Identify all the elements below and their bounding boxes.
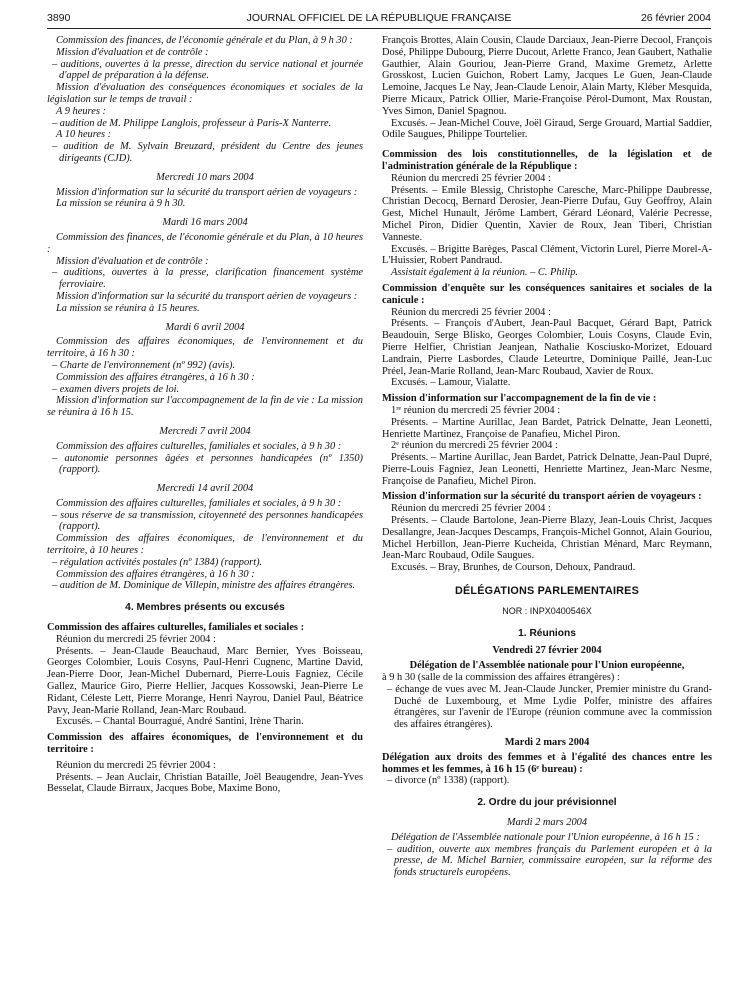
agenda-item: – auditions, ouvertes à la presse, direction du service national et journée d'appel de préparation à la défense. [52, 58, 363, 82]
commission-title: Commission des affaires économiques, de l'environnement et du territoire : [47, 732, 363, 756]
date-heading: Mardi 2 mars 2004 [506, 817, 588, 829]
excused-list: Excusés. – Lamour, Vialatte. [391, 377, 511, 389]
attendee-note: Assistait également à la réunion. – C. Philip. [391, 267, 579, 279]
agenda-entry: A 9 heures : [56, 105, 106, 117]
commission-title: Commission d'enquête sur les conséquences sanitaires et sociales de la canicule : [382, 282, 712, 306]
delegation-title: Délégation de l'Assemblée nationale pour l'Union européenne, à 16 h 15 : [391, 831, 700, 843]
agenda-entry: Mission d'information sur l'accompagnement de la fin de vie : La mission se réunira à 16 h 15. [47, 395, 363, 419]
date-heading: Mardi 2 mars 2004 [504, 737, 590, 749]
excused-list: Excusés. – Bray, Brunhes, de Courson, Dehoux, Pandraud. [391, 562, 636, 574]
agenda-entry: Mission d'évaluation et de contrôle : [56, 46, 209, 58]
meeting-line: Réunion du mercredi 25 février 2004 : [56, 759, 216, 771]
meeting-line: Réunion du mercredi 25 février 2004 : [56, 633, 216, 645]
present-list: Présents. – Martine Aurillac, Jean Bardet, Patrick Delnatte, Jean Leonetti, Henriette Martinez, Françoise de Panafieu, Michel Piron. [382, 416, 712, 440]
date-heading: Mercredi 7 avril 2004 [159, 425, 251, 437]
commission-title: Commission des affaires culturelles, familiales et sociales : [47, 622, 305, 634]
excused-list: Excusés. – Brigitte Barèges, Pascal Clément, Victorin Lurel, Pierre Morel-A-L'Huissier, Robert Pandraud. [382, 243, 712, 267]
commission-title: Mission d'information sur l'accompagnement de la fin de vie : [382, 393, 657, 405]
section-heading: 4. Membres présents ou excusés [125, 602, 285, 614]
agenda-entry: A 10 heures : [56, 129, 112, 141]
agenda-entry: Mission d'information sur la sécurité du transport aérien de voyageurs : [56, 290, 358, 302]
delegations-heading: DÉLÉGATIONS PARLEMENTAIRES [455, 585, 639, 598]
present-list: François Brottes, Alain Cousin, Claude Darciaux, Jean-Pierre Decool, François Dosé, Philippe Dubourg, Pierre Ducout, Arlette Franco, Jean Gaubert, Nathalie Gauthier, Alain Gouriou, Jean-Pierre Grand, Maxime Gremetz, Arlette Grosskost, Lucien Guichon, Robert Lamy, Jacques Le Guen, Jean-Claude Lemoine, Jacques Le Nay, Jean-Claude Lenoir, Alain Marty, Kléber Mesquida, Pierre Micaux, Patrick Ollier, Marie-Françoise Pérol-Dumont, Max Roustan, Yves Simon, Daniel Spagnou. [382, 35, 712, 117]
right-column [382, 35, 712, 879]
agenda-item: – divorce (nº 1338) (rapport). [387, 775, 510, 787]
date-heading: Mardi 6 avril 2004 [165, 321, 245, 333]
issue-date: 26 février 2004 [640, 12, 711, 24]
meeting-line: Réunion du mercredi 25 février 2004 : [391, 172, 551, 184]
agenda-entry: La mission se réunira à 15 heures. [56, 302, 200, 314]
page-number: 3890 [47, 12, 71, 24]
commission-title: Mission d'information sur la sécurité du transport aérien de voyageurs : [382, 491, 702, 503]
agenda-item: – audition, ouverte aux membres français du Parlement européen et à la presse, de M. Michel Barnier, commissaire européen, sur la réforme des fonds structurels européens. [387, 843, 712, 879]
date-heading: Vendredi 27 février 2004 [492, 645, 602, 657]
present-list: Présents. – Jean-Claude Beauchaud, Marc Bernier, Yves Boisseau, Georges Colombier, Louis Cosyns, Paul-Henri Cugnenc, Martine David, Jean-Pierre Door, Jean-Michel Dubernard, Pierre-Louis Fagniez, Cécile Gallez, Maurice Giro, Pierre Hellier, Jacques Kossowski, Jean-Pierre Le Ridant, Céleste Lett, Pierre Morange, Henri Nayrou, Daniel Paul, Béatrice Pavy, Jean-Marie Rolland, Jean-Marc Roubaud. [47, 645, 363, 716]
agenda-entry: Mission d'évaluation des conséquences économiques et sociales de la législation sur le temps de travail : [47, 82, 363, 105]
agenda-item: – examen divers projets de loi. [52, 383, 180, 395]
present-list: Présents. – Emile Blessig, Christophe Caresche, Marc-Philippe Daubresse, Christian Decocq, Bernard Derosier, Jean-Pierre Dufau, Guy Geoffroy, Alain Gest, Michel Hunault, Jérôme Lambert, Gérard Léonard, Valérie Pecresse, Michel Piron, Didier Quentin, Xavier de Roux, Jean Tiberi, Christian Vanneste. [382, 184, 712, 243]
journal-title: JOURNAL OFFICIEL DE LA RÉPUBLIQUE FRANÇAISE [246, 12, 512, 24]
agenda-item: – échange de vues avec M. Jean-Claude Juncker, Premier ministre du Grand-Duché de Luxembourg, et Mme Lydie Polfer, ministre des affaires étrangères, sur l'avenir de l'Europe (réunion commune avec la commission des affaires étrangères). [387, 683, 712, 731]
date-heading: Mercredi 14 avril 2004 [156, 483, 254, 495]
agenda-entry: Commission des affaires culturelles, familiales et sociales, à 9 h 30 : [56, 440, 342, 452]
agenda-entry: Commission des affaires économiques, de l'environnement et du territoire, à 16 h 30 : [47, 336, 363, 360]
meeting-line: 2ᵉ réunion du mercredi 25 février 2004 : [391, 440, 558, 452]
left-column [47, 35, 363, 795]
agenda-item: – audition de M. Philippe Langlois, professeur à Paris-X Nanterre. [52, 117, 332, 129]
agenda-entry: La mission se réunira à 9 h 30. [56, 198, 186, 210]
delegation-session: à 9 h 30 (salle de la commission des affaires étrangères) : [382, 672, 620, 684]
agenda-entry: Commission des affaires culturelles, familiales et sociales, à 9 h 30 : [56, 497, 342, 509]
meeting-line: 1ʳᵉ réunion du mercredi 25 février 2004 : [391, 404, 561, 416]
delegation-title: Délégation de l'Assemblée nationale pour l'Union européenne, [409, 660, 685, 672]
agenda-item: – autonomie personnes âgées et personnes handicapées (nº 1350) (rapport). [52, 452, 363, 476]
agenda-entry: Commission des finances, de l'économie générale et du Plan, à 9 h 30 : [56, 35, 353, 46]
agenda-entry: Mission d'information sur la sécurité du transport aérien de voyageurs : [56, 186, 358, 198]
nor-reference: NOR : INPX0400546X [502, 605, 592, 616]
agenda-item: – régulation activités postales (nº 1384) (rapport). [52, 556, 263, 568]
present-list: Présents. – Jean Auclair, Christian Bataille, Joël Beaugendre, Jean-Yves Besselat, Claude Birraux, Jacques Bobe, Maxime Bono, [47, 771, 363, 795]
section-heading: 2. Ordre du jour prévisionnel [477, 797, 617, 809]
page-header [47, 12, 711, 28]
agenda-entry: Commission des affaires étrangères, à 16 h 30 : [56, 568, 255, 580]
agenda-entry: Commission des affaires étrangères, à 16 h 30 : [56, 371, 255, 383]
agenda-item: – sous réserve de sa transmission, citoyenneté des personnes handicapées (rapport). [52, 509, 363, 533]
agenda-item: – audition de M. Dominique de Villepin, ministre des affaires étrangères. [52, 580, 356, 592]
meeting-line: Réunion du mercredi 25 février 2004 : [391, 503, 551, 515]
commission-title: Commission des lois constitutionnelles, de la législation et de l'administration générale de la République : [382, 149, 712, 172]
agenda-entry: Commission des finances, de l'économie générale et du Plan, à 10 heures : [47, 231, 363, 255]
section-heading: 1. Réunions [518, 627, 576, 639]
agenda-item: – Charte de l'environnement (nº 992) (avis). [52, 359, 236, 371]
header-rule [47, 28, 711, 29]
date-heading: Mardi 16 mars 2004 [162, 217, 248, 229]
meeting-line: Réunion du mercredi 25 février 2004 : [391, 306, 551, 318]
excused-list: Excusés. – Chantal Bourragué, André Santini, Irène Tharin. [56, 716, 304, 728]
present-list: Présents. – François d'Aubert, Jean-Paul Bacquet, Gérard Bapt, Patrick Beaudouin, Serge Blisko, Georges Colombier, Louis Cosyns, Claude Evin, Pierre Helfier, Christian Jeanjean, Nathalie Kosciusko-Morizet, Edouard Landrain, Pierre Lasbordes, Claude Leteurtre, Dominique Paillé, Jean-Luc Préel, Jean-Marie Rolland, Jean-Marc Roubaud, Xavier de Roux. [382, 318, 712, 377]
agenda-item: – audition de M. Sylvain Breuzard, président du Centre des jeunes dirigeants (CJD). [52, 141, 363, 164]
excused-list: Excusés. – Jean-Michel Couve, Joël Giraud, Serge Grouard, Martial Saddier, Odile Saugues, Philippe Tourtelier. [382, 117, 712, 141]
agenda-entry: Mission d'évaluation et de contrôle : [56, 255, 209, 267]
delegation-title: Délégation aux droits des femmes et à l'égalité des chances entre les hommes et les femmes, à 16 h 15 (6ᵉ bureau) : [382, 751, 712, 775]
present-list: Présents. – Martine Aurillac, Jean Bardet, Patrick Delnatte, Jean-Paul Dupré, Pierre-Louis Fagniez, Jean Leonetti, Henriette Martinez, Jean-Marc Nesme, Françoise de Panafieu, Michel Piron. [382, 452, 712, 487]
date-heading: Mercredi 10 mars 2004 [156, 171, 254, 183]
agenda-item: – auditions, ouvertes à la presse, clarification financement système ferroviaire. [52, 267, 363, 291]
agenda-entry: Commission des affaires économiques, de l'environnement et du territoire, à 10 heures : [47, 533, 363, 557]
present-list: Présents. – Claude Bartolone, Jean-Pierre Blazy, Jean-Louis Christ, Jacques Desallangre, Jean-Jacques Descamps, François-Michel Gonnot, Alain Gouriou, Michel Herbillon, Jean-Pierre Kucheida, Christian Ménard, Marc Reymann, Jean-Marc Roubaud, Odile Saugues. [382, 515, 712, 562]
